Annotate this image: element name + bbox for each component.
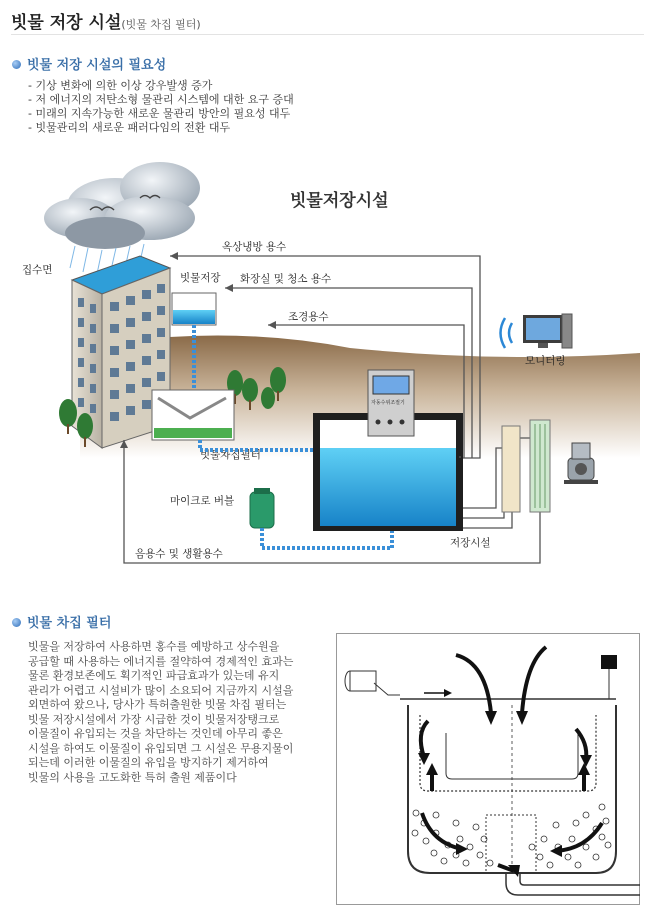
drinking-label: 음용수 및 생활용수 [135,548,223,560]
micro-bubble-device [250,488,274,528]
filter-label: 빗물차집필터 [200,449,261,461]
page-title [11,8,201,33]
bullet-icon [12,618,21,627]
section-heading-label: 빗물 저장 시설의 필요성 [27,58,167,73]
catchment-label: 집수면 [22,264,53,276]
bullet-icon [12,60,21,69]
section-heading-necessity [12,54,166,73]
title-divider [11,34,644,35]
landscape-label: 조경용수 [288,311,329,323]
list-item: - 미래의 지속가능한 새로운 물관리 방안의 필요성 대두 [28,107,294,121]
rain-storage-label: 빗물저장 [180,272,221,284]
roof-cooling-label: 옥상냉방 용수 [222,241,287,253]
description-line: 관리가 어렵고 시설비가 많이 소요되어 지금까지 시설을 [28,683,294,697]
filter-description [28,640,328,785]
necessity-list [28,79,294,135]
section-heading-filter [12,612,111,631]
monitoring-label: 모니터링 [525,355,566,367]
rainwater-filter-box [152,390,234,440]
monitor-icon [501,314,573,348]
filter-cross-section [336,633,640,905]
page-title-main: 빗물 저장 시설 [11,13,122,33]
cloud-icon [44,162,200,249]
rooftop-tank [172,293,216,325]
description-line: 시설을 하여도 이물질이 유입되면 그 시설은 무용지물이 [28,741,294,755]
description-line: 빗물의 사용을 고도화한 특허 출원 제품이다 [28,770,237,784]
description-line: 빗물을 저장하여 사용하면 홍수를 예방하고 상수원을 [28,640,280,653]
storage-facility-label: 저장시설 [450,537,491,549]
list-item: - 저 에너지의 저탄소형 물관리 시스템에 대한 요구 증대 [28,93,294,107]
list-item: - 기상 변화에 의한 이상 강우발생 증가 [28,79,294,93]
control-panel-label: 자동수위조절기 [371,400,405,406]
list-item: - 빗물관리의 새로운 패러다임의 전환 대두 [28,121,294,135]
description-line: 물론 환경보존에도 획기적인 파급효과가 있는데 유지 [28,669,280,682]
description-line: 빗물 저장시설에서 가장 시급한 것이 빗물저장탱크로 [28,712,280,726]
description-line: 이물질이 유입되는 것을 차단하는 것인데 아무리 좋은 [28,727,283,740]
description-line: 공급할 때 사용하는 에너지를 절약하여 경제적인 효과는 [28,654,294,668]
page-title-sub: (빗물 차집 필터) [121,18,201,31]
toilet-cleaning-label: 화장실 및 청소 용수 [240,273,332,285]
rainwater-facility-diagram [20,158,640,578]
description-line: 외면하여 왔으나, 당사가 특허출원한 빗물 차집 필터는 [28,698,287,711]
micro-bubble-label: 마이크로 버블 [170,495,235,507]
description-line: 되는데 이러한 이물질의 유입을 방지하기 제거하여 [28,756,269,769]
section-heading-label: 빗물 차집 필터 [27,616,112,631]
diagram-title: 빗물저장시설 [290,191,389,211]
